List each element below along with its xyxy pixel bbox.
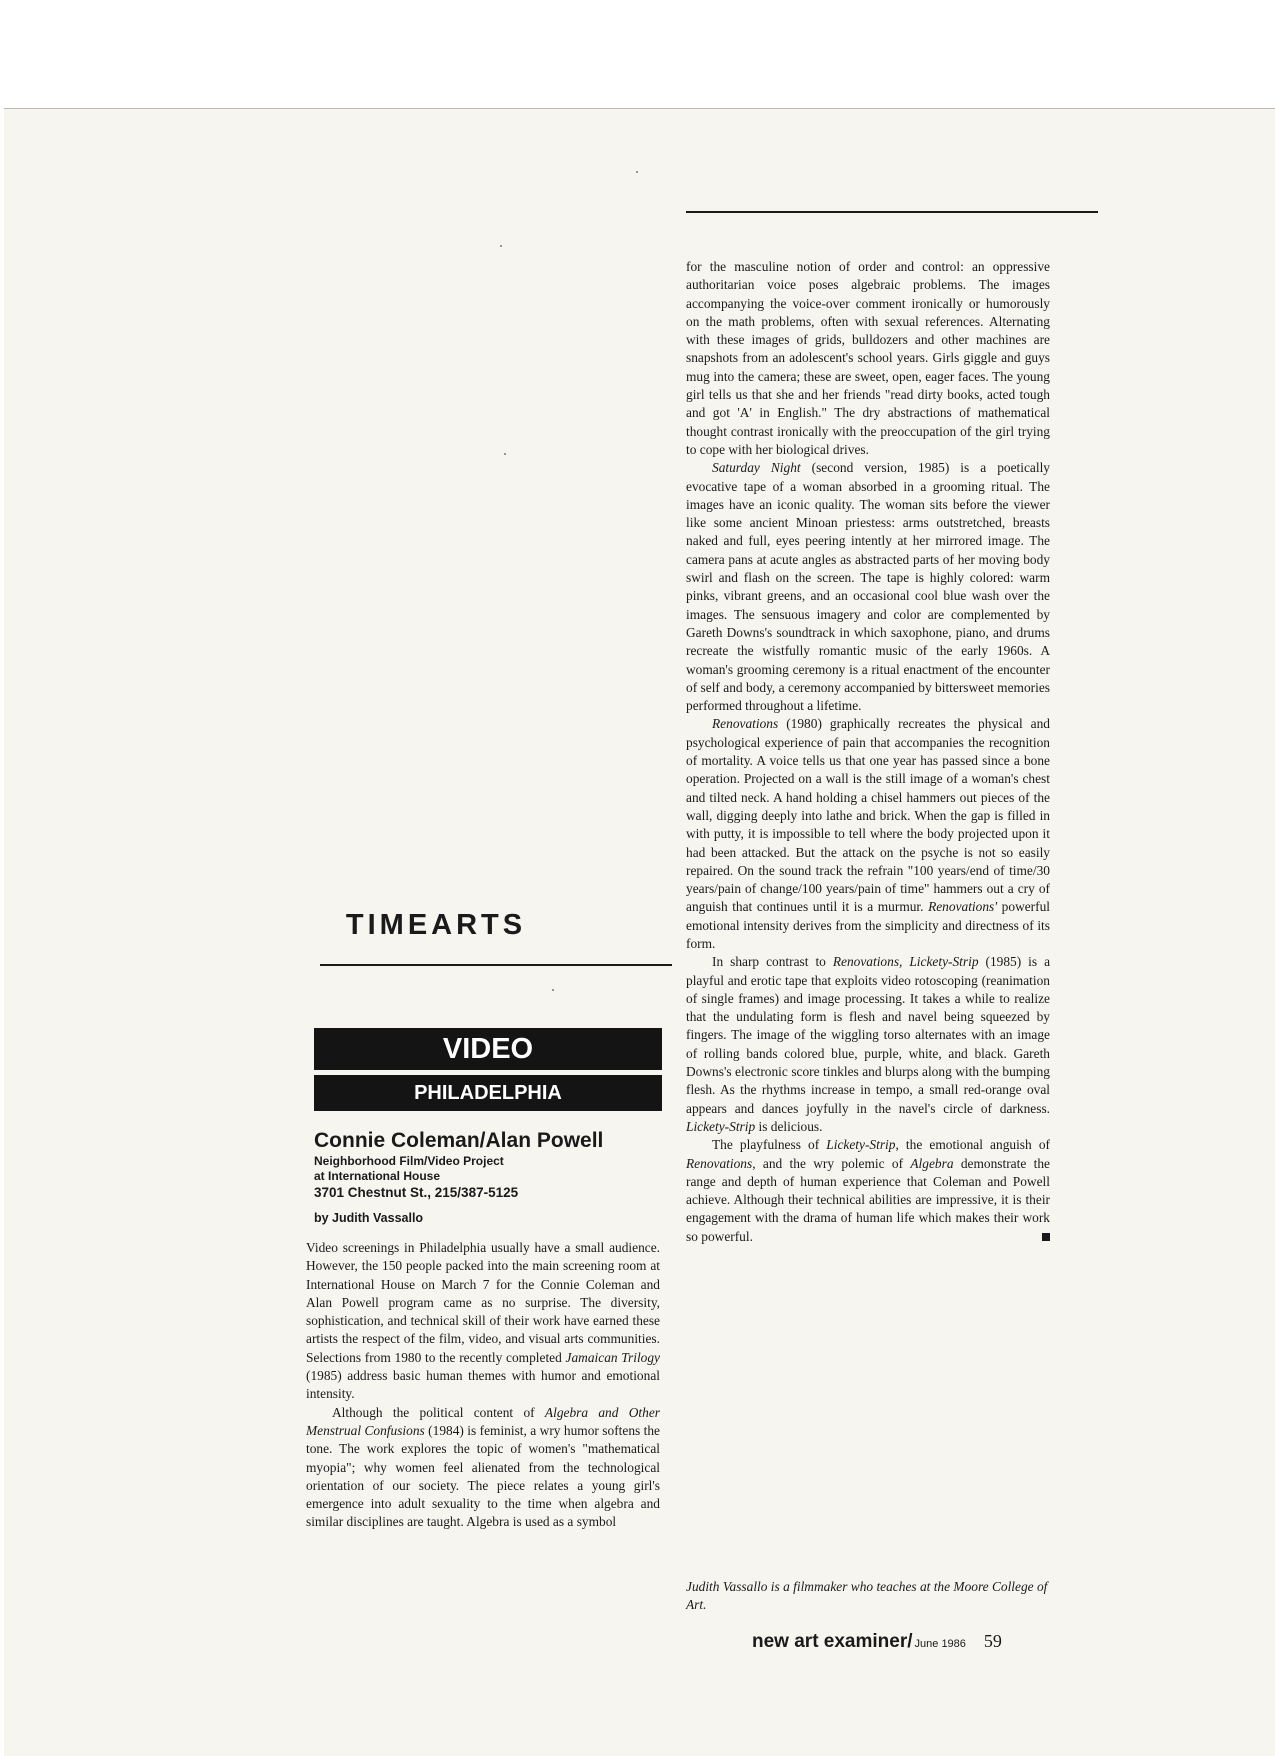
- paragraph: Renovations (1980) graphically recreates the physical and psychological experience of pain that accompanies the recognition of mortality. A voice tells us that one year has passed since a bone operation. Projected on a wall is the still image of a woman's chest and tilted neck. A hand holding a chisel hammers out pieces of the wall, digging deeply into lathe and brick. When the gap is filled in with putty, it is impossible to tell where the body projected upon it had been attacked. But the attack on the psyche is not so easily repaired. On the sound track the refrain "100 years/end of time/30 years/pain of change/100 years/pain of time" hammers out a cry of anguish that continues until it is a murmur. Renovations' powerful emotional intensity derives from the simplicity and directness of its form.: [686, 716, 1051, 951]
- section-rule: [320, 964, 672, 966]
- issue-date: June 1986: [914, 1638, 966, 1650]
- right-column: [686, 258, 1050, 1246]
- left-column: [306, 1239, 660, 1532]
- page-footer: [752, 1631, 1052, 1653]
- page-number: 59: [983, 1631, 1002, 1651]
- paper-speck: [636, 171, 638, 173]
- paper-speck: [504, 453, 506, 455]
- paragraph: for the masculine notion of order and control: an oppressive authoritarian voice poses algebraic problems. The images accompanying the voice-over comment ironically or humorously on the math problems, often with sexual references. Alternating with these images of grids, bulldozers and other machines are snapshots from an adolescent's school years. Girls giggle and guys mug into the camera; these are sweet, open, eager faces. The young girl tells us that she and her friends "read dirty books, acted tough and got 'A' in English." The dry abstractions of mathematical thought contrast ironically with the preoccupation of the girl trying to cope with her biological drives.: [686, 259, 1050, 457]
- end-mark-icon: [1042, 1233, 1050, 1241]
- category-banner: VIDEO: [314, 1028, 662, 1070]
- author-bio: Judith Vassallo is a filmmaker who teaches at the Moore College of Art.: [686, 1579, 1048, 1613]
- column-top-rule: [686, 211, 1098, 213]
- paragraph: Although the political content of Algebra and Other Menstrual Confusions (1984) is feminist, a wry humor softens the tone. The work explores the topic of women's "mathematical myopia"; why women feel alienated from the technological orientation of our society. The piece relates a young girl's emergence into adult sexuality to the time when algebra and similar disciplines are taught. Algebra is used as a symbol: [306, 1404, 661, 1530]
- paragraph: Saturday Night (second version, 1985) is a poetically evocative tape of a woman absorbed in a grooming ritual. The images have an iconic quality. The woman sits before the viewer like some ancient Minoan priestess: arms outstretched, breasts naked and full, eyes peering intently at her mirrored image. The camera pans at acute angles as abstracted parts of her moving body swirl and flash on the screen. The tape is highly colored: warm pinks, vibrant greens, and an occasional cool blue wash over the images. The sensuous imagery and color are complemented by Gareth Downs's soundtrack in which saxophone, piano, and drums recreate the wistfully romantic music of the early 1960s. A woman's grooming ceremony is a ritual enactment of the encounter of self and body, a ceremony accompanied by bittersweet memories performed throughout a lifetime.: [686, 460, 1050, 714]
- paper-speck: [500, 245, 502, 247]
- magazine-page: [4, 108, 1275, 1756]
- venue-line-2: at International House: [314, 1169, 441, 1183]
- magazine-name: new art examiner/: [752, 1631, 913, 1652]
- paragraph: The playfulness of Lickety-Strip, the emotional anguish of Renovations, and the wry polemic of Algebra demonstrate the range and depth of human experience that Coleman and Powell achieve. Although their technical abilities are impressive, it is their engagement with the drama of human life which makes their work so powerful.: [686, 1137, 1050, 1244]
- section-title: TIMEARTS: [345, 909, 527, 941]
- paragraph: In sharp contrast to Renovations, Lickety-Strip (1985) is a playful and erotic tape that exploits video rotoscoping (reanimation of single frames) and image processing. It takes a while to realize that the undulating form is flesh and navel being squeezed by fingers. The image of the wiggling torso alternates with an image of rolling bands colored blue, purple, white, and black. Gareth Downs's electronic score tinkles and blurps along with the bumping flesh. As the rhythms increase in tempo, a small red-orange oval appears and dances joyfully in the navel's circle of darkness. Lickety-Strip is delicious.: [686, 954, 1051, 1134]
- artists-title: Connie Coleman/Alan Powell: [314, 1129, 604, 1152]
- byline: by Judith Vassallo: [314, 1211, 424, 1225]
- paper-speck: [552, 989, 554, 991]
- venue-address: 3701 Chestnut St., 215/387-5125: [314, 1185, 519, 1200]
- city-banner: PHILADELPHIA: [314, 1075, 662, 1111]
- venue-line-1: Neighborhood Film/Video Project: [314, 1154, 504, 1168]
- review-header: [314, 1128, 664, 1225]
- paragraph: Video screenings in Philadelphia usually have a small audience. However, the 150 people packed into the main screening room at International House on March 7 for the Connie Coleman and Alan Powell program came as no surprise. The diversity, sophistication, and technical skill of their work have earned these artists the respect of the film, video, and visual arts communities. Selections from 1980 to the recently completed Jamaican Trilogy (1985) address basic human themes with humor and emotional intensity.: [306, 1240, 660, 1402]
